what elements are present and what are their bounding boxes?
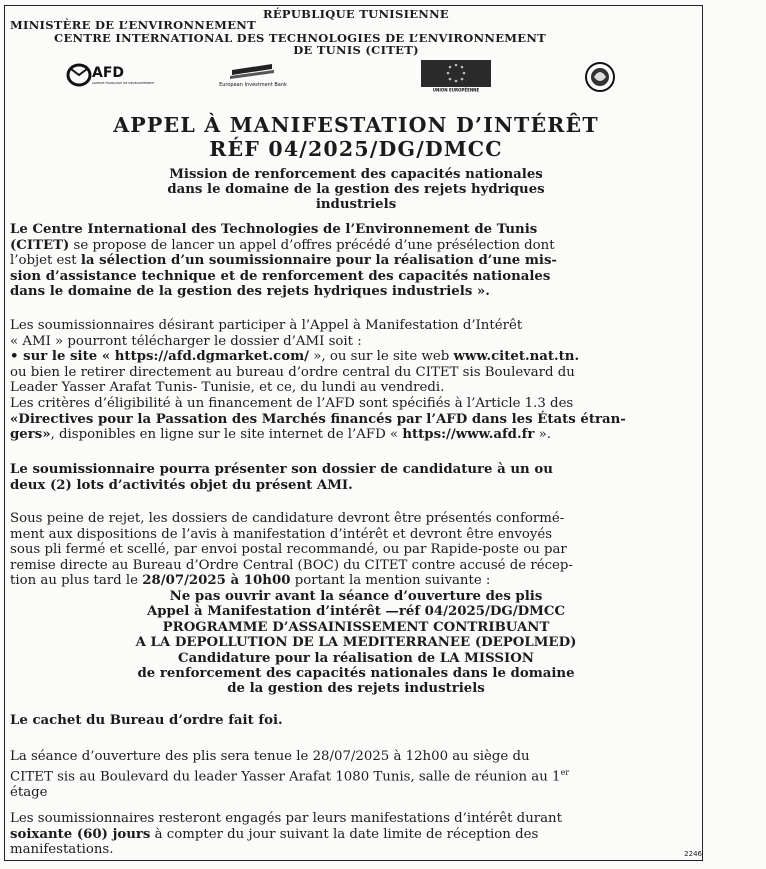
mission-subtitle-2: dans le domaine de la gestion des rejets hydriques <box>167 182 545 197</box>
dgmarket-link[interactable]: https://afd.dgmarket.com/ <box>114 349 310 365</box>
intro-paragraph <box>10 222 700 300</box>
download-line: « AMI » pourront télécharger le dossier d’AMI soit : <box>10 333 362 349</box>
opening-line: CITET sis au Boulevard du leader Yasser Arafat 1080 Tunis, salle de réunion au 1er <box>10 767 570 785</box>
afd-website-link[interactable]: https://www.afd.fr <box>402 427 535 443</box>
centre-heading-2: DE TUNIS (CITET) <box>293 43 419 57</box>
submission-line: tion au plus tard le 28/07/2025 à 10h00 portant la mention suivante : <box>10 573 491 589</box>
afd-logo-text: AFD <box>92 65 125 81</box>
download-line: gers», disponibles en ligne sur le site internet de l’AFD « https://www.afd.fr ». <box>10 427 551 443</box>
opening-line: étage <box>10 784 48 800</box>
afd-logo <box>65 62 155 88</box>
submission-line: remise directe au Bureau d’Ordre Central (BOC) du CITET contre accusé de récep- <box>10 557 573 573</box>
engagement-line: Les soumissionnaires resteront engagés par leurs manifestations d’intérêt durant <box>10 811 562 826</box>
notice-reference: RÉF 04/2025/DG/DMCC <box>209 137 503 161</box>
republic-heading: RÉPUBLIQUE TUNISIENNE <box>262 7 449 21</box>
download-line: Les critères d’éligibilité à un financement de l’AFD sont spécifiés à l’Article 1.3 des <box>10 395 574 411</box>
download-line: • sur le site « https://afd.dgmarket.com/ », ou sur le site web www.citet.nat.tn. <box>10 349 580 365</box>
intro-line: l’objet est la sélection d’un soumissionnaire pour la réalisation d’une mis- <box>10 253 557 269</box>
mention-line: de la gestion des rejets industriels <box>227 681 485 697</box>
mention-line: Ne pas ouvrir avant la séance d’ouverture des plis <box>169 589 543 604</box>
engagement-paragraph <box>10 811 700 858</box>
submission-paragraph <box>10 511 700 589</box>
mention-line: A LA DEPOLLUTION DE LA MEDITERRANEE (DEPOLMED) <box>135 635 577 651</box>
centre-heading: CENTRE INTERNATIONAL DES TECHNOLOGIES DE L’ENVIRONNEMENT <box>54 31 547 45</box>
mission-subtitle-3: industriels <box>315 197 397 212</box>
submission-line: ment aux dispositions de l’avis à manifestation d’intérêt et devront être envoyés <box>10 526 553 542</box>
notice-title: APPEL À MANIFESTATION D’INTÉRÊT <box>113 113 599 137</box>
intro-line: dans le domaine de la gestion des rejets hydriques industriels ». <box>10 284 490 300</box>
submission-line: Sous peine de rejet, les dossiers de candidature devront être présentés conformé- <box>10 511 565 526</box>
cachet-statement: Le cachet du Bureau d’ordre fait foi. <box>10 713 283 728</box>
ad-reference-number: 2246 <box>684 850 702 858</box>
submission-line: sous pli fermé et scellé, par envoi postal recommandé, ou par Rapide-poste ou par <box>10 542 567 558</box>
download-line: Leader Yasser Arafat Tunis- Tunisie, et ce, du lundi au vendredi. <box>10 380 445 396</box>
mention-line: Candidature pour la réalisation de LA MISSION <box>178 650 534 666</box>
eib-logo <box>212 60 294 90</box>
opening-paragraph <box>10 749 700 800</box>
eu-logo-text: UNION EUROPÉENNE <box>432 87 480 93</box>
intro-line: sion d’assistance technique et de renforcement des capacités nationales <box>10 268 551 284</box>
partner-logos <box>0 60 712 94</box>
mention-line: Appel à Manifestation d’intérêt —réf 04/2025/DG/DMCC <box>146 604 566 620</box>
intro-line: (CITET) se propose de lancer un appel d’offres précédé d’une présélection dont <box>10 237 555 253</box>
ministry-heading: MINISTÈRE DE L’ENVIRONNEMENT <box>10 18 256 32</box>
engagement-line: soixante (60) jours à compter du jour suivant la date limite de réception des <box>10 826 539 842</box>
envelope-mention <box>0 589 712 697</box>
download-line: ou bien le retirer directement au bureau d’ordre central du CITET sis Boulevard du <box>10 364 575 380</box>
lots-line: Le soumissionnaire pourra présenter son dossier de candidature à un ou <box>10 462 553 477</box>
download-line: «Directives pour la Passation des Marchés financés par l’AFD dans les États étran- <box>10 411 626 427</box>
engagement-line: manifestations. <box>10 842 114 858</box>
mention-line: de renforcement des capacités nationales dans le domaine <box>137 666 575 682</box>
mission-subtitle-1: Mission de renforcement des capacités nationales <box>169 167 543 182</box>
intro-line: Le Centre International des Technologies de l’Environnement de Tunis <box>10 222 538 237</box>
citet-emblem-logo <box>584 61 616 93</box>
lots-paragraph <box>10 462 700 493</box>
afd-logo-tagline: AGENCE FRANÇAISE DE DÉVELOPPEMENT <box>92 81 155 85</box>
mention-line: PROGRAMME D’ASSAINISSEMENT CONTRIBUANT <box>162 619 550 635</box>
download-line: Les soumissionnaires désirant participer à l’Appel à Manifestation d’Intérêt <box>10 318 523 333</box>
eu-flag-logo <box>421 60 491 92</box>
opening-line: La séance d’ouverture des plis sera tenue le 28/07/2025 à 12h00 au siège du <box>10 749 530 764</box>
eib-logo-text: European Investment Bank <box>219 82 287 88</box>
download-paragraph <box>10 318 700 443</box>
lots-line: deux (2) lots d’activités objet du présent AMI. <box>10 477 353 493</box>
citet-website-link[interactable]: www.citet.nat.tn. <box>453 349 580 365</box>
